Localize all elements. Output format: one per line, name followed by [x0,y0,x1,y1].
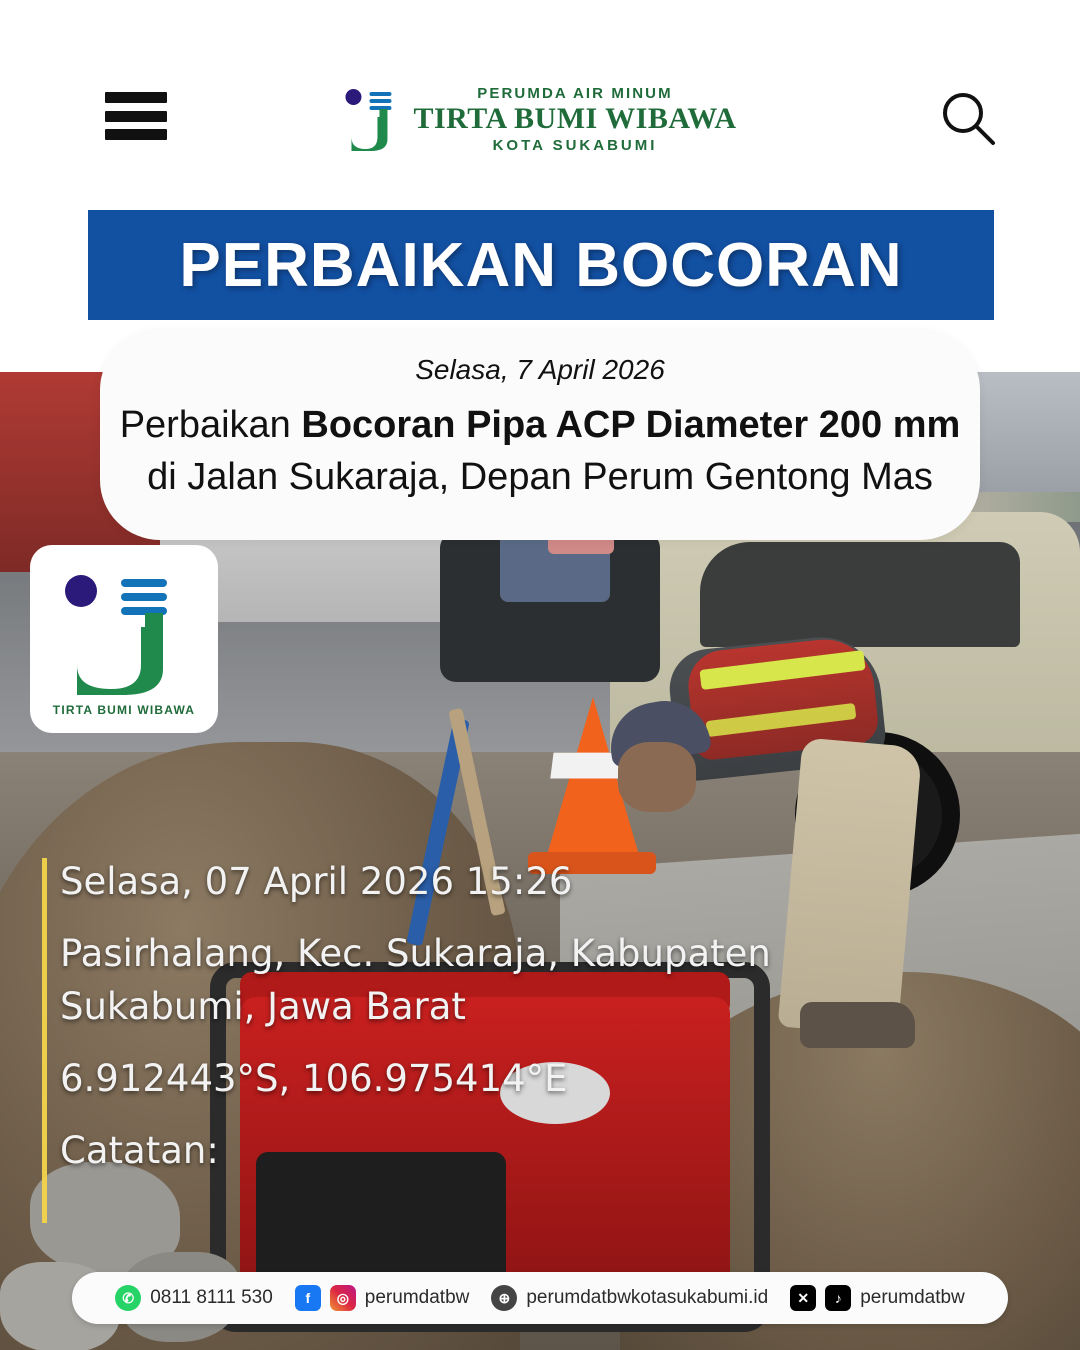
tirta-bumi-wibawa-logo-icon [343,87,399,153]
hamburger-menu-icon[interactable] [105,92,167,140]
info-card [100,330,980,540]
info-description-bold: Bocoran Pipa ACP Diameter 200 mm [301,404,961,446]
hamburger-line [105,111,167,122]
stamp-location-line-2: Sukabumi, Jawa Barat [60,985,466,1029]
stamp-datetime: Selasa, 07 April 2026 15:26 [60,860,573,903]
footer-whatsapp-number: 0811 8111 530 [150,1287,273,1308]
stamp-note-label: Catatan: [60,1128,219,1172]
title-banner [88,210,994,320]
footer-item-social[interactable] [295,1285,470,1311]
footer-social-handle: perumdatbw [364,1287,470,1308]
brand-line-2: TIRTA BUMI WIBAWA [413,102,737,135]
stamp-accent-bar [42,858,47,1223]
footer-item-x-tiktok[interactable] [790,1285,965,1311]
brand-line-1: PERUMDA AIR MINUM [477,85,673,102]
stamp-coordinates: 6.912443°S, 106.975414°E [60,1056,568,1100]
info-description-line-1 [120,402,961,450]
page-title: PERBAIKAN BOCORAN [179,230,903,300]
whatsapp-icon: ✆ [115,1285,141,1311]
footer-item-website[interactable] [491,1285,768,1311]
x-twitter-icon: ✕ [790,1285,816,1311]
photo-worker-head [618,742,696,812]
photo-worker-legs [778,737,923,1036]
brand-text [413,86,736,153]
footer-website-url: perumdatbwkotasukabumi.id [526,1287,769,1308]
top-bar [0,0,1080,190]
hamburger-line [105,92,167,103]
info-description-line-2: di Jalan Sukaraja, Depan Perum Gentong Mas [147,455,933,498]
info-date: Selasa, 7 April 2026 [415,354,665,385]
stamp-location-line-1: Pasirhalang, Kec. Sukaraja, Kabupaten [60,931,771,975]
logo-badge-caption: TIRTA BUMI WIBAWA [52,703,196,717]
photo-suv-window [700,542,1020,647]
footer-x-tiktok-handle: perumdatbw [860,1287,965,1308]
info-description-prefix: Perbaikan [119,404,302,446]
search-icon[interactable] [938,88,998,148]
brand-line-3: KOTA SUKABUMI [492,137,658,154]
geotag-stamp [60,855,771,1177]
instagram-icon: ◎ [330,1285,356,1311]
hamburger-line [105,129,167,140]
footer-item-whatsapp[interactable] [115,1285,273,1311]
facebook-icon: f [295,1285,321,1311]
brand-lockup [343,86,736,153]
globe-icon: ⊕ [491,1285,517,1311]
photo-worker-shoe [800,1002,915,1048]
tirta-bumi-wibawa-badge-icon [59,569,189,709]
contact-footer [72,1272,1008,1324]
logo-badge [30,545,218,733]
tiktok-icon: ♪ [825,1285,851,1311]
